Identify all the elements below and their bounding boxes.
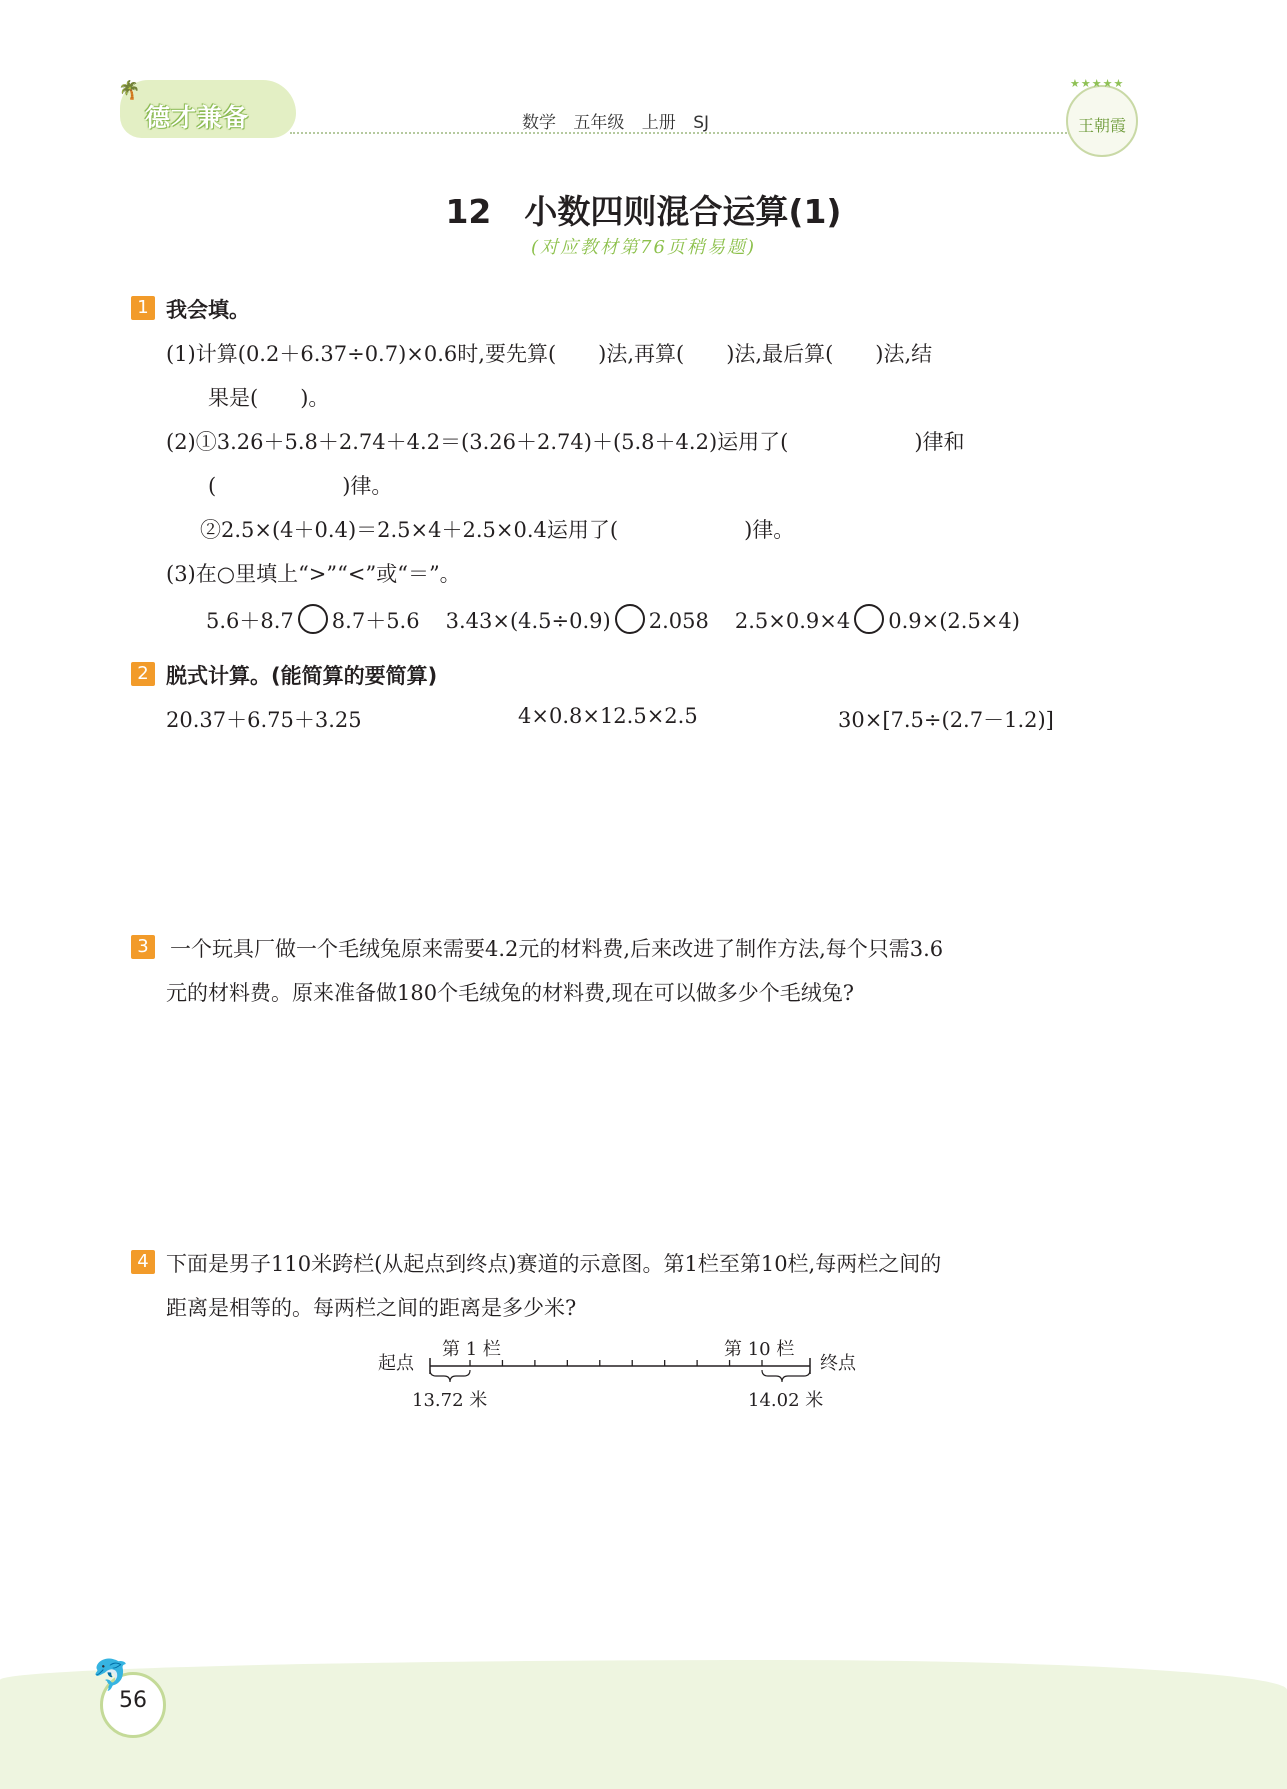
lesson-subtitle: (对应教材第76页稍易题)	[531, 237, 756, 258]
diagram-end-label: 终点	[820, 1353, 856, 1374]
q4-line-1: 下面是男子110米跨栏(从起点到终点)赛道的示意图。第1栏至第10栏,每两栏之间的	[166, 1252, 942, 1276]
q3-line-2: 元的材料费。原来准备做180个毛绒兔的材料费,现在可以做多少个毛绒兔?	[166, 981, 855, 1005]
question-number-2: 2	[131, 662, 155, 686]
q3-line-1: 一个玩具厂做一个毛绒兔原来需要4.2元的材料费,后来改进了制作方法,每个只需3.6	[170, 937, 944, 961]
start-distance-brace	[430, 1370, 470, 1382]
q1-line-4: ( )律。	[208, 474, 393, 498]
compare-3-circle[interactable]	[854, 604, 884, 634]
footer-decoration	[0, 1660, 1287, 1789]
diagram-first-hurdle-label: 第 1 栏	[442, 1339, 501, 1360]
compare-1-left: 5.6＋8.7	[206, 609, 294, 633]
question-1-title: 我会填。	[166, 298, 250, 322]
question-number-3: 3	[131, 935, 155, 959]
q1-line-5: ②2.5×(4＋0.4)＝2.5×4＋2.5×0.4运用了( )律。	[200, 518, 795, 542]
expression-1: 20.37＋6.75＋3.25	[166, 708, 362, 732]
q1-line-3: (2)①3.26＋5.8＋2.74＋4.2＝(3.26＋2.74)＋(5.8＋4.2)运用了( )律和	[166, 430, 965, 454]
compare-3-left: 2.5×0.9×4	[734, 609, 851, 633]
question-number-4: 4	[131, 1250, 155, 1274]
compare-2-circle[interactable]	[615, 604, 645, 634]
diagram-start-distance: 13.72 米	[412, 1390, 488, 1411]
question-2-title: 脱式计算。(能简算的要简算)	[166, 664, 438, 688]
diagram-last-hurdle-label: 第 10 栏	[724, 1339, 795, 1360]
compare-3-right: 0.9×(2.5×4)	[888, 609, 1020, 633]
end-distance-brace	[762, 1370, 810, 1382]
q1-line-1: (1)计算(0.2＋6.37÷0.7)×0.6时,要先算( )法,再算( )法,最后算( )法,结	[166, 342, 933, 366]
hurdle-track-diagram	[420, 1346, 820, 1390]
expression-3: 30×[7.5÷(2.7－1.2)]	[838, 708, 1054, 732]
lesson-title: 12 小数四则混合运算(1)	[445, 192, 842, 231]
compare-2-left: 3.43×(4.5÷0.9)	[445, 609, 611, 633]
comparison-row	[206, 604, 1020, 635]
expression-2: 4×0.8×12.5×2.5	[518, 704, 698, 728]
dolphin-icon: 🐬	[92, 1658, 130, 1693]
question-number-1: 1	[131, 296, 155, 320]
hurdle-ticks	[470, 1360, 762, 1366]
compare-1-right: 8.7＋5.6	[331, 609, 420, 633]
stamp-stars-icon: ★★★★★	[1070, 77, 1125, 90]
compare-1-circle[interactable]	[298, 604, 328, 634]
q4-line-2: 距离是相等的。每两栏之间的距离是多少米?	[166, 1296, 577, 1320]
diagram-start-label: 起点	[378, 1353, 414, 1374]
q1-line-2: 果是( )。	[208, 386, 330, 410]
q1-line-6: (3)在○里填上“>”“<”或“＝”。	[166, 562, 461, 586]
palm-tree-icon: 🌴	[118, 80, 141, 101]
brand-logo-text: 德才兼备	[145, 103, 250, 132]
header-info: 数学 五年级 上册 SJ	[522, 113, 710, 133]
diagram-end-distance: 14.02 米	[748, 1390, 824, 1411]
compare-2-right: 2.058	[648, 609, 709, 633]
page-number: 56	[119, 1688, 147, 1713]
stamp-name: 王朝霞	[1078, 116, 1127, 135]
